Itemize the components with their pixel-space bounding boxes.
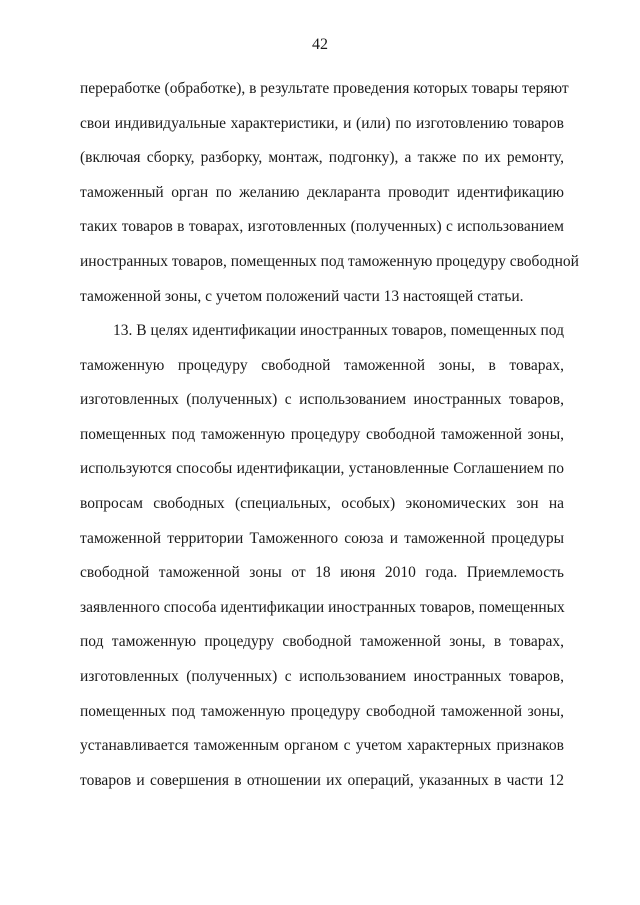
- text-line: устанавливается таможенным органом с учетом характерных признаков: [80, 737, 564, 755]
- text-line: таможенной зоны, с учетом положений части 13 настоящей статьи.: [80, 287, 524, 305]
- text-line: заявленного способа идентификации иностранных товаров, помещенных: [80, 598, 565, 616]
- text-line: свои индивидуальные характеристики, и (или) по изготовлению товаров: [80, 114, 564, 132]
- text-line: под таможенную процедуру свободной таможенной зоны, в товарах,: [80, 633, 564, 651]
- text-line: используются способы идентификации, установленные Соглашением по: [80, 460, 564, 478]
- text-line: таможенный орган по желанию декларанта проводит идентификацию: [80, 183, 564, 201]
- text-line: свободной таможенной зоны от 18 июня 2010 года. Приемлемость: [80, 564, 564, 582]
- text-line: таможенную процедуру свободной таможенной зоны, в товарах,: [80, 356, 564, 374]
- text-line: вопросам свободных (специальных, особых) экономических зон на: [80, 494, 564, 512]
- text-line: таможенной территории Таможенного союза и таможенной процедуры: [80, 529, 564, 547]
- text-line: помещенных под таможенную процедуру свободной таможенной зоны,: [80, 425, 564, 443]
- paragraph-continuation: [80, 72, 579, 314]
- text-line: помещенных под таможенную процедуру свободной таможенной зоны,: [80, 702, 564, 720]
- text-line: переработке (обработке), в результате проведения которых товары теряют: [80, 80, 569, 97]
- text-line: изготовленных (полученных) с использованием иностранных товаров,: [80, 667, 564, 685]
- page-number: 42: [312, 36, 328, 53]
- text-line: (включая сборку, разборку, монтаж, подгонку), а также по их ремонту,: [80, 149, 564, 167]
- text-line: товаров и совершения в отношении их операций, указанных в части 12: [80, 771, 564, 789]
- text-line: 13. В целях идентификации иностранных товаров, помещенных под: [113, 322, 564, 339]
- text-line: изготовленных (полученных) с использованием иностранных товаров,: [80, 391, 564, 409]
- text-line: иностранных товаров, помещенных под таможенную процедуру свободной: [80, 252, 579, 270]
- paragraph-13: [80, 314, 564, 798]
- text-line: таких товаров в товарах, изготовленных (полученных) с использованием: [80, 218, 564, 236]
